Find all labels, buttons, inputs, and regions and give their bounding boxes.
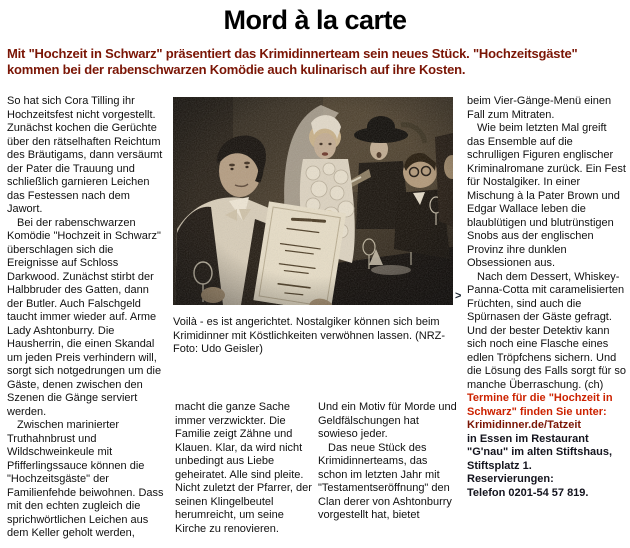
event-info-phone: Telefon 0201-54 57 819. — [467, 486, 589, 499]
event-info-reservations-label: Reservierungen: — [467, 473, 554, 485]
event-info-box — [467, 392, 627, 500]
article-paragraph: Das neue Stück des Krimidinnerteams, das schon im letzten Jahr mit "Testamentseröffnung" den Clan derer von Ashtonburry vorgestellt hat, bietet — [318, 441, 452, 521]
article-column-right — [467, 95, 627, 548]
photo-caption: Voilà - es ist angerichtet. Nostalgiker können sich beim Krimidinner mit Köstlichkeiten verwöhnen lassen. (NRZ-Foto: Udo Geisler) — [173, 316, 446, 355]
article-paragraph: Bei der rabenschwarzen Komödie "Hochzeit in Schwarz" überschlagen sich die Ereignisse auf Schloss Darkwood. Zunächst stirbt der Halbbruder des Gatten, dann der Butler. Auch Falschgeld taucht immer wieder auf. Arme Lady Ashtonburry. Die Hausherrin, die einen Skandal um jeden Preis verhindern will, sorgt sich notgedrungen um die Gäste, denen zwischen den Szenen die Gänge serviert werden. — [7, 216, 162, 418]
article-column-middle-1 — [175, 401, 312, 548]
event-info-location: in Essen im Restaurant "G'nau" im alten Stiftshaus, Stiftsplatz 1. — [467, 432, 613, 472]
article-paragraph: macht die ganze Sache immer verzwickter. Die Familie zeigt Zähne und Klauen. Klar, da wird nicht unbedingt aus Liebe geheiratet. Alle sind pleite. Nicht zuletzt der Pfarrer, der seinen Klingelbeutel herumreicht, um seine Kirche zu renovieren. — [175, 401, 312, 535]
article-photo — [173, 97, 453, 305]
article-paragraph: beim Vier-Gänge-Menü einen Fall zum Mitraten. — [467, 95, 612, 121]
article-subheading: Mit "Hochzeit in Schwarz" präsentiert das Krimidinnerteam sein neues Stück. "Hochzeitsgäste" kommen bei der rabenschwarzen Komödie auch kulinarisch auf ihre Kosten. — [7, 46, 578, 77]
krimidinner-scene-photo — [173, 97, 453, 305]
article-paragraph: So hat sich Cora Tilling ihr Hochzeitsfest nicht vorgestellt. Zunächst kochen die Gerüchte über den rätselhaften Reichtum des Bräutigams, dann versäumt der Pater die Trauung und schließlich garnieren Leichen das Festessen nach dem Jawort. — [7, 95, 163, 215]
krimidinner-url: Krimidinner.de/Tatzeit — [467, 419, 582, 431]
article-paragraph: Nach dem Dessert, Whiskey-Panna-Cotta mit caramelisierten Früchten, sind auch die Spürnasen der Gäste gefragt. Und der bester Detektiv kann sich noch eine Flasche eines edlen Tröpfchens sichern. Und die Lösung des Falls sorgt für so manche Überraschung. (ch) — [467, 270, 626, 391]
article-paragraph: Wie beim letzten Mal greift das Ensemble auf die schrulligen Figuren englischer Kriminalromane zurück. Ein Fest für Nostalgiker. In einer Mischung à la Pater Brown und Edgar Wallace leben die blaublütigen und blutrünstigen Snobs aus der englischen Provinz ihre dunklen Obsessionen aus. — [467, 122, 626, 269]
article-column-middle-2 — [318, 401, 459, 548]
article-paragraph: Und ein Motiv für Morde und Geldfälschungen hat sowieso jeder. — [318, 401, 457, 440]
photo-next-arrow-icon[interactable]: > — [455, 290, 462, 302]
event-info-termine: Termine für die "Hochzeit in Schwarz" finden Sie unter: — [467, 392, 613, 418]
page-title: Mord à la carte — [223, 5, 407, 35]
article-column-left — [7, 95, 165, 548]
article-paragraph: Zwischen marinierter Truthahnbrust und Wildschweinkeule mit Pfifferlingssauce können die "Hochzeitsgäste" der Familienfehde beiwohnen. Dass mit den echten zugleich die sprichwörtlichen Leichen aus dem Keller geholt werden, — [7, 419, 164, 539]
